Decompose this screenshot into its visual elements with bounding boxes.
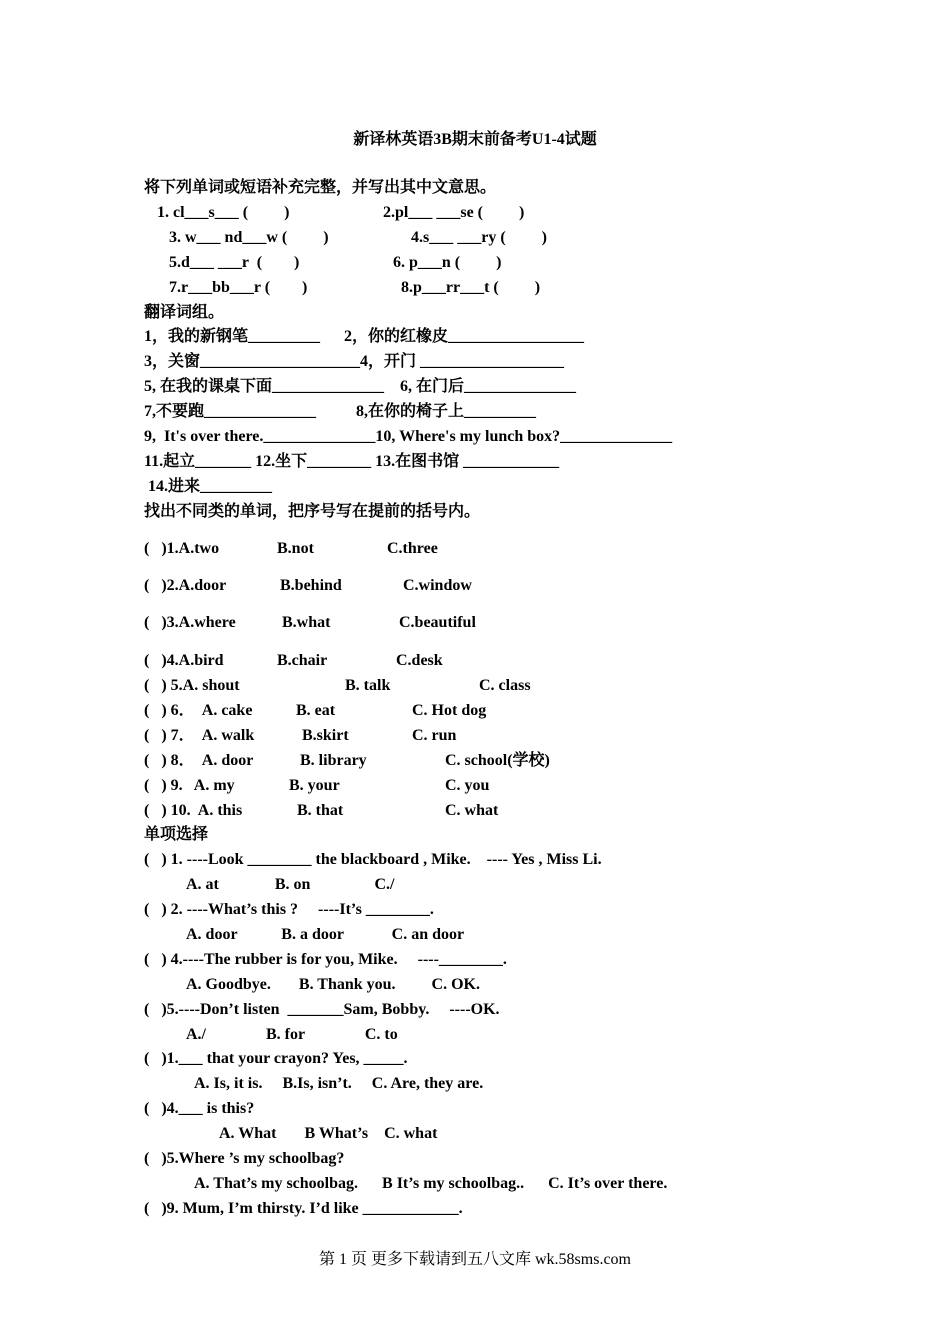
odd-one-option-b: B. talk xyxy=(345,677,391,694)
odd-one-number: ( )4.A.bird xyxy=(144,652,224,669)
mc-question: ( ) 1. ----Look ________ the blackboard , Mike. ---- Yes , Miss Li. xyxy=(144,851,602,868)
fill-item-6: 6. p___n ( ) xyxy=(393,254,502,271)
translate-row: 14.进来_________ xyxy=(144,478,273,495)
translate-row: 9, It's over there.______________10, Where's my lunch box?______________ xyxy=(144,428,673,445)
odd-one-number: ( ) 6． A. cake xyxy=(144,702,253,719)
odd-one-option-c: C.three xyxy=(387,540,438,557)
fill-item-8: 8.p___rr___t ( ) xyxy=(401,279,541,296)
mc-question: ( ) 2. ----What’s this ? ----It’s ________. xyxy=(144,901,434,918)
odd-one-option-b: B.not xyxy=(277,540,314,557)
mc-options: A. Is, it is. B.Is, isn’t. C. Are, they are. xyxy=(194,1075,484,1092)
odd-one-option-c: C.beautiful xyxy=(399,614,476,631)
page-title: 新译林英语3B期末前备考U1-4试题 xyxy=(353,131,597,148)
odd-one-option-b: B.what xyxy=(282,614,331,631)
odd-one-option-c: C. what xyxy=(445,802,499,819)
translate-row: 7,不要跑______________ 8,在你的椅子上_________ xyxy=(144,403,537,420)
fill-item-3: 3. w___ nd___w ( ) xyxy=(169,229,329,246)
odd-one-number: ( ) 8． A. door xyxy=(144,752,254,769)
odd-one-option-c: C. school(学校) xyxy=(445,752,550,769)
odd-one-option-b: B.behind xyxy=(280,577,342,594)
fill-item-5: 5.d___ ___r ( ) xyxy=(169,254,300,271)
odd-one-option-c: C. Hot dog xyxy=(412,702,487,719)
odd-one-option-b: B. your xyxy=(289,777,340,794)
odd-one-option-c: C.window xyxy=(403,577,472,594)
section3-heading: 找出不同类的单词，把序号写在提前的括号内。 xyxy=(144,503,481,520)
mc-options: A. Goodbye. B. Thank you. C. OK. xyxy=(186,976,480,993)
mc-options: A. What B What’s C. what xyxy=(219,1125,438,1142)
fill-item-7: 7.r___bb___r ( ) xyxy=(169,279,308,296)
odd-one-number: ( ) 7． A. walk xyxy=(144,727,255,744)
section2-heading: 翻译词组。 xyxy=(144,304,225,321)
fill-item-2: 2.pl___ ___se ( ) xyxy=(383,204,525,221)
mc-question: ( )4.___ is this? xyxy=(144,1100,255,1117)
translate-row: 3，关窗____________________4，开门 __________________ xyxy=(144,353,565,370)
odd-one-option-b: B.skirt xyxy=(302,727,349,744)
odd-one-number: ( ) 9. A. my xyxy=(144,777,235,794)
mc-question: ( )9. Mum, I’m thirsty. I’d like ____________. xyxy=(144,1200,463,1217)
fill-item-1: 1. cl___s___ ( ) xyxy=(157,204,290,221)
odd-one-option-b: B. eat xyxy=(296,702,336,719)
odd-one-number: ( )2.A.door xyxy=(144,577,227,594)
mc-options: A./ B. for C. to xyxy=(186,1026,398,1043)
mc-question: ( )5.Where ’s my schoolbag? xyxy=(144,1150,345,1167)
mc-options: A. That’s my schoolbag. B It’s my schoolbag.. C. It’s over there. xyxy=(194,1175,668,1192)
odd-one-option-b: B.chair xyxy=(277,652,328,669)
mc-question: ( )1.___ that your crayon? Yes, _____. xyxy=(144,1050,408,1067)
translate-row: 1，我的新钢笔_________ 2，你的红橡皮_________________ xyxy=(144,328,585,345)
odd-one-option-c: C. you xyxy=(445,777,490,794)
mc-question: ( )5.----Don’t listen _______Sam, Bobby. ----OK. xyxy=(144,1001,500,1018)
mc-options: A. door B. a door C. an door xyxy=(186,926,465,943)
mc-question: ( ) 4.----The rubber is for you, Mike. ----________. xyxy=(144,951,507,968)
odd-one-option-c: C.desk xyxy=(396,652,443,669)
odd-one-number: ( ) 10. A. this xyxy=(144,802,243,819)
odd-one-option-c: C. run xyxy=(412,727,457,744)
odd-one-option-c: C. class xyxy=(479,677,531,694)
odd-one-option-b: B. that xyxy=(297,802,344,819)
fill-item-4: 4.s___ ___ry ( ) xyxy=(411,229,547,246)
translate-row: 11.起立_______ 12.坐下________ 13.在图书馆 ____________ xyxy=(144,453,560,470)
page-footer: 第 1 页 更多下载请到五八文库 wk.58sms.com xyxy=(318,1251,631,1268)
mc-options: A. at B. on C./ xyxy=(186,876,395,893)
odd-one-number: ( ) 5.A. shout xyxy=(144,677,240,694)
translate-row: 5, 在我的课桌下面______________ 6, 在门后______________ xyxy=(144,378,577,395)
section4-heading: 单项选择 xyxy=(144,826,209,843)
section1-heading: 将下列单词或短语补充完整，并写出其中文意思。 xyxy=(144,179,497,196)
odd-one-number: ( )3.A.where xyxy=(144,614,236,631)
odd-one-number: ( )1.A.two xyxy=(144,540,220,557)
odd-one-option-b: B. library xyxy=(300,752,367,769)
